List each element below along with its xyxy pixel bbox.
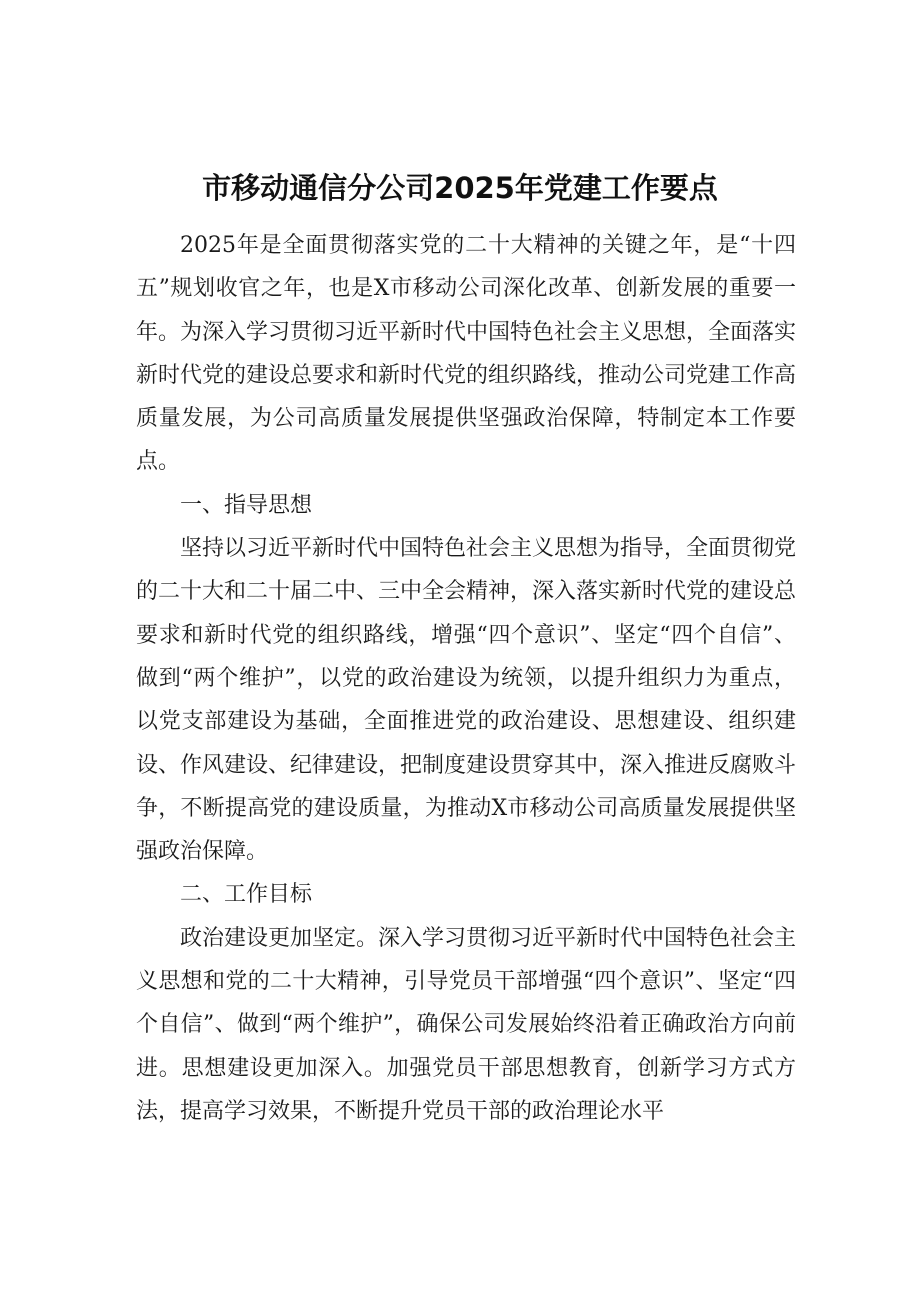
paragraph-work-goals: 政治建设更加坚定。深入学习贯彻习近平新时代中国特色社会主义思想和党的二十大精神，引导党员干部增强“四个意识”、坚定“四个自信”、做到“两个维护”，确保公司发展始终沿着正确政治方向前进。思想建设更加深入。加强党员干部思想教育，创新学习方式方法，提高学习效果，不断提升党员干部的政治理论水平 — [136, 925, 797, 1124]
section-heading-work-goals: 二、工作目标 — [180, 882, 313, 908]
paragraph-intro: 2025年是全面贯彻落实党的二十大精神的关键之年，是“十四五”规划收官之年，也是X市移动公司深化改革、创新发展的重要一年。为深入学习贯彻习近平新时代中国特色社会主义思想，全面落实新时代党的建设总要求和新时代党的组织路线，推动公司党建工作高质量发展，为公司高质量发展提供坚强政治保障，特制定本工作要点。 — [136, 233, 797, 475]
section-heading-guiding-ideology: 一、指导思想 — [180, 492, 313, 518]
document-title: 市移动通信分公司2025年党建工作要点 — [202, 171, 718, 205]
document-body — [136, 224, 796, 1133]
paragraph-guiding-ideology: 坚持以习近平新时代中国特色社会主义思想为指导，全面贯彻党的二十大和二十届二中、三中全会精神，深入落实新时代党的建设总要求和新时代党的组织路线，增强“四个意识”、坚定“四个自信”、做到“两个维护”，以党的政治建设为统领，以提升组织力为重点，以党支部建设为基础，全面推进党的政治建设、思想建设、组织建设、作风建设、纪律建设，把制度建设贯穿其中，深入推进反腐败斗争，不断提高党的建设质量，为推动X市移动公司高质量发展提供坚强政治保障。 — [136, 536, 797, 865]
